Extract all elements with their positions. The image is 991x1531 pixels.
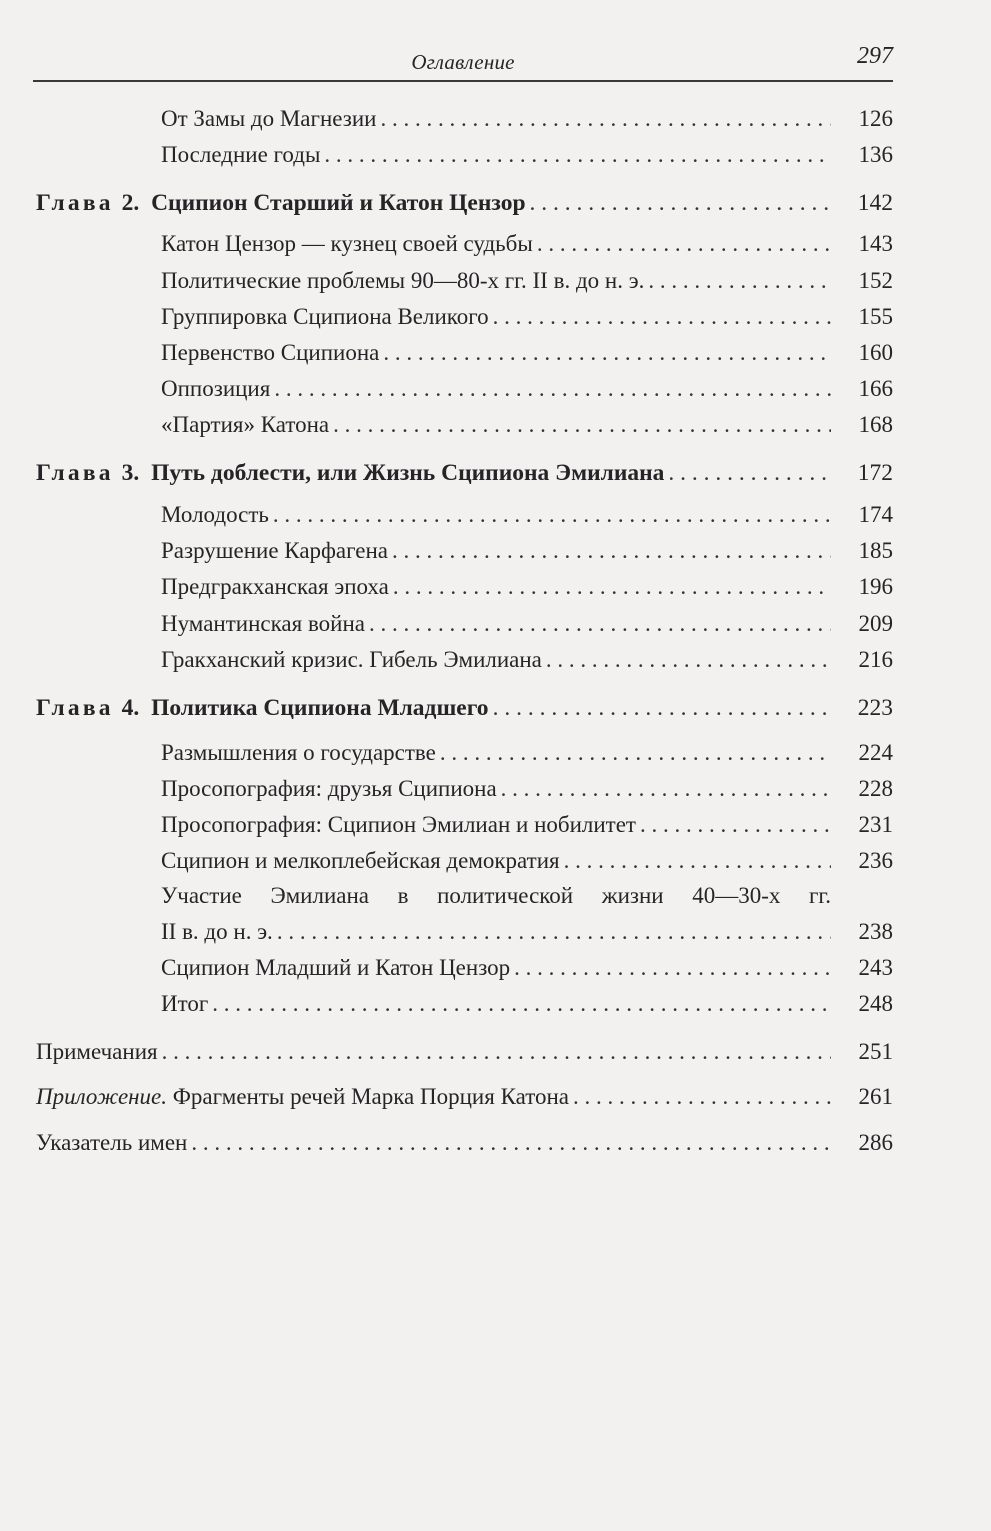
toc-entry-first-line (161, 881, 831, 911)
toc-entry-title: Катон Цензор — кузнец своей судьбы (161, 231, 533, 256)
toc-chapter (36, 458, 893, 488)
toc-entry-title: Нумантинская война (161, 611, 365, 636)
toc-entry (161, 536, 893, 566)
toc-entry (161, 266, 893, 296)
dot-leader (514, 953, 831, 983)
dot-leader (274, 374, 831, 404)
toc-entry (161, 738, 893, 768)
toc-entry (161, 645, 893, 675)
toc-entry-page: 216 (858, 647, 893, 672)
toc-entry-page: 168 (858, 412, 893, 437)
toc-entry-title: Группировка Сципиона Великого (161, 304, 489, 329)
dot-leader (393, 572, 831, 602)
dot-leader (277, 917, 831, 947)
toc-chapter-heading (36, 693, 489, 723)
toc-entry-title: Фрагменты речей Марка Порция Катона (172, 1084, 569, 1109)
toc-entry (161, 774, 893, 804)
dot-leader (501, 774, 831, 804)
chapter-title: Сципион Старший и Катон Цензор (151, 190, 526, 216)
toc-entry-title: Итог (161, 991, 209, 1016)
dot-leader (493, 693, 831, 723)
toc-entry-title: От Замы до Магнезии (161, 106, 377, 131)
dot-leader (648, 266, 831, 296)
dot-leader (333, 410, 831, 440)
toc-entry-title: Первенство Сципиона (161, 340, 380, 365)
toc-entry-title-group (36, 1082, 569, 1112)
toc-entry-title: Указатель имен (36, 1130, 188, 1155)
toc-entry-page: 160 (858, 340, 893, 365)
toc-entry-page: 166 (858, 376, 893, 401)
toc-entry-page: 223 (857, 695, 893, 721)
running-header (33, 40, 893, 82)
dot-leader (546, 645, 831, 675)
toc-entry-page: 261 (858, 1084, 893, 1109)
toc-entry-title: Просопография: друзья Сципиона (161, 776, 497, 801)
toc-entry (161, 953, 893, 983)
dot-leader (530, 188, 831, 218)
toc-entry-page: 251 (858, 1039, 893, 1064)
toc-entry-title: Сципион Младший и Катон Цензор (161, 955, 511, 980)
toc-entry-title: Последние годы (161, 142, 321, 167)
toc-entry-page: 196 (858, 574, 893, 599)
toc-entry-title: Политические проблемы 90—80-х гг. II в. до н. э. (161, 268, 645, 293)
toc-entry (161, 609, 893, 639)
toc-entry (161, 846, 893, 876)
dot-leader (212, 989, 831, 1019)
toc-entry (161, 140, 893, 170)
dot-leader (440, 738, 831, 768)
toc-chapter (36, 693, 893, 723)
toc-entry-page: 155 (858, 304, 893, 329)
toc-entry (161, 917, 893, 947)
toc-entry-title-line1: Участие Эмилиана в политической жизни 40—30-х гг. (161, 883, 831, 908)
chapter-label: Глава (36, 695, 114, 721)
toc-entry (161, 374, 893, 404)
chapter-title: Политика Сципиона Младшего (151, 695, 489, 721)
dot-leader (273, 500, 831, 530)
toc-entry-title: «Партия» Катона (161, 412, 330, 437)
toc-chapter-heading (36, 188, 526, 218)
toc-entry-page: 236 (858, 848, 893, 873)
chapter-number: 3. (121, 460, 140, 486)
chapter-number: 4. (121, 695, 140, 721)
toc-entry-page: 126 (858, 106, 893, 131)
toc-entry-title: Сципион и мелкоплебейская демократия (161, 848, 560, 873)
toc-entry-title: Предгракханская эпоха (161, 574, 389, 599)
header-page-number: 297 (857, 43, 893, 69)
toc-chapter (36, 188, 893, 218)
toc-entry (161, 338, 893, 368)
toc-entry (161, 810, 893, 840)
chapter-title: Путь доблести, или Жизнь Сципиона Эмилиана (151, 460, 665, 486)
dot-leader (537, 229, 831, 259)
toc-entry-title: Гракханский кризис. Гибель Эмилиана (161, 647, 542, 672)
toc-entry-title: Разрушение Карфагена (161, 538, 388, 563)
toc-entry-page: 209 (858, 611, 893, 636)
toc-entry (36, 1128, 893, 1158)
toc-entry-title: Оппозиция (161, 376, 271, 401)
toc-entry-page: 248 (858, 991, 893, 1016)
toc-entry-page: 286 (858, 1130, 893, 1155)
toc-entry-page: 143 (858, 231, 893, 256)
toc-entry-page: 174 (858, 502, 893, 527)
toc-entry-title: Молодость (161, 502, 269, 527)
dot-leader (573, 1082, 831, 1112)
toc-entry (161, 302, 893, 332)
dot-leader (191, 1128, 831, 1158)
toc-entry-page: 136 (858, 142, 893, 167)
toc-entry (161, 410, 893, 440)
toc-entry-page: 228 (858, 776, 893, 801)
dot-leader (369, 609, 831, 639)
toc-entry-page: 142 (857, 190, 893, 216)
toc-entry-title: Размышления о государстве (161, 740, 436, 765)
toc-entry-page: 172 (857, 460, 893, 486)
dot-leader (324, 140, 831, 170)
toc-entry (161, 500, 893, 530)
dot-leader (380, 104, 831, 134)
chapter-number: 2. (121, 190, 140, 216)
toc-entry-title: Просопография: Сципион Эмилиан и нобилитет (161, 812, 636, 837)
dot-leader (564, 846, 831, 876)
dot-leader (668, 458, 831, 488)
toc-entry-page: 185 (858, 538, 893, 563)
chapter-label: Глава (36, 190, 114, 216)
toc-entry-page: 224 (858, 740, 893, 765)
appendix-label: Приложение. (36, 1084, 168, 1109)
toc-entry (36, 1082, 893, 1112)
dot-leader (493, 302, 831, 332)
dot-leader (392, 536, 831, 566)
dot-leader (383, 338, 831, 368)
dot-leader (640, 810, 831, 840)
toc-entry-title: Примечания (36, 1039, 158, 1064)
toc-entry (161, 104, 893, 134)
toc-entry-page: 231 (858, 812, 893, 837)
dot-leader (162, 1037, 831, 1067)
toc-entry (161, 989, 893, 1019)
toc-entry-page: 152 (858, 268, 893, 293)
toc-entry-title: II в. до н. э. (161, 919, 273, 944)
toc-entry (36, 1037, 893, 1067)
toc-entry-page: 238 (858, 919, 893, 944)
chapter-label: Глава (36, 460, 114, 486)
toc-entry (161, 572, 893, 602)
toc-entry (161, 229, 893, 259)
header-title: Оглавление (411, 50, 515, 74)
toc-chapter-heading (36, 458, 664, 488)
toc-entry-page: 243 (858, 955, 893, 980)
